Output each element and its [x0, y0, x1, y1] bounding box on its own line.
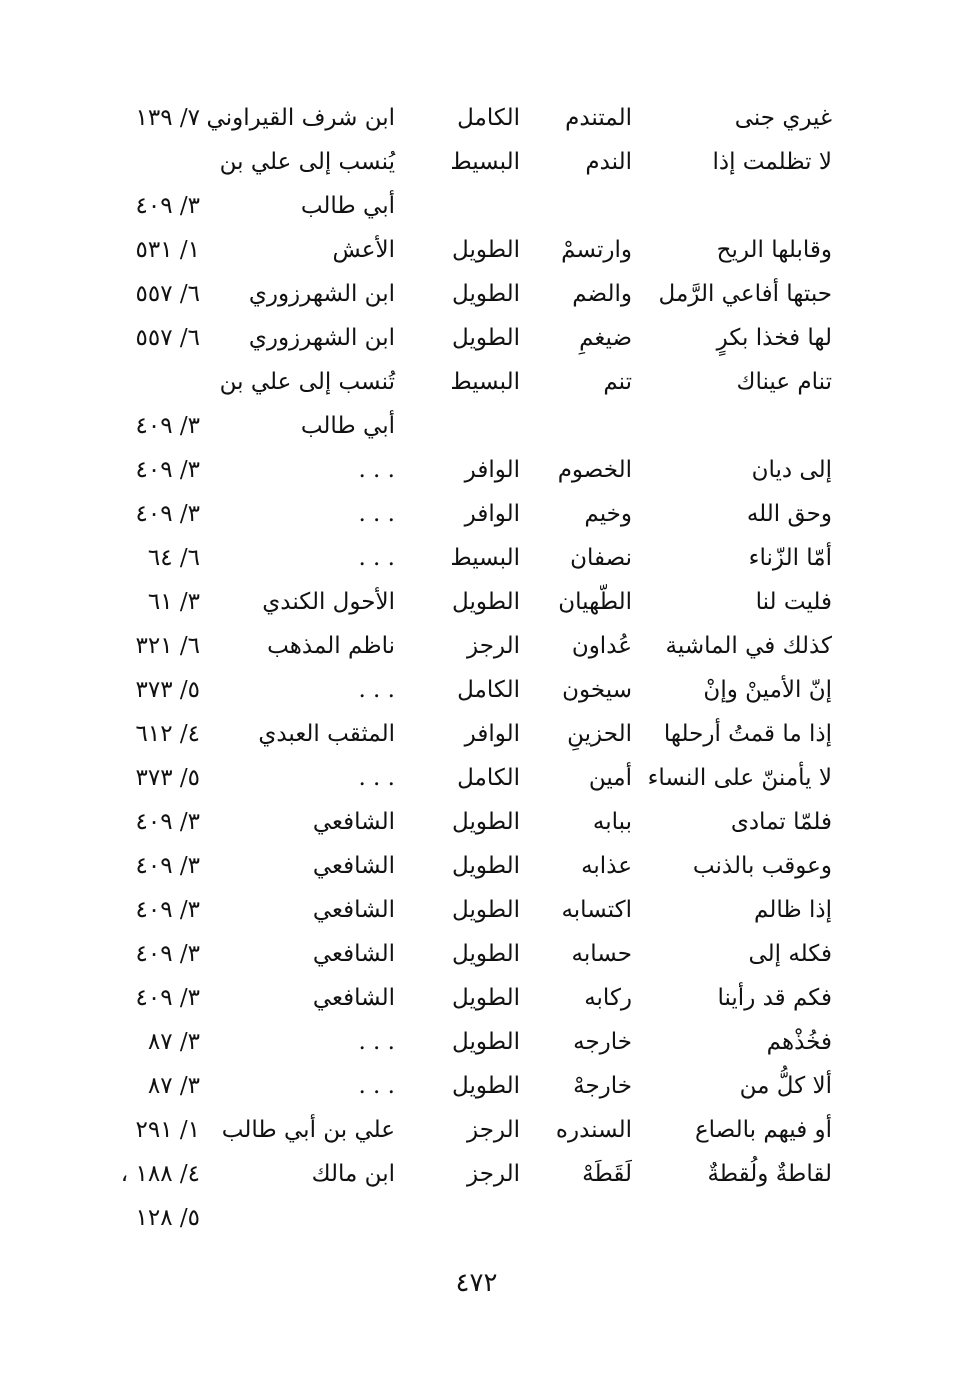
verse-opening: إذا ما قمتُ أرحلها: [663, 721, 832, 747]
table-row: [0, 1108, 953, 1152]
volume-page-reference: ٣/ ٤٠٩: [135, 457, 200, 483]
table-row: [0, 976, 953, 1020]
poet-name: ابن الشهرزوري: [248, 325, 395, 351]
poetic-meter: الكامل: [457, 105, 520, 131]
volume-page-reference: ٣/ ٦١: [147, 589, 200, 615]
poet-name: الشافعي: [312, 853, 395, 879]
volume-page-reference: ٥/ ١٢٨: [135, 1205, 200, 1231]
verse-opening: فليت لنا: [755, 589, 832, 615]
poet-name: . . .: [358, 677, 395, 703]
poet-name: أبي طالب: [300, 413, 395, 439]
rhyme-word: اكتسابه: [561, 897, 632, 923]
rhyme-word: الطّهيان: [558, 589, 632, 615]
rhyme-word: والضم: [572, 281, 632, 307]
poet-name: تُنسب إلى علي بن: [219, 369, 395, 395]
table-row: [0, 756, 953, 800]
poetic-meter: [420, 404, 520, 448]
poetic-meter: الوافر: [464, 721, 520, 747]
page-number: ٤٧٢: [455, 1268, 498, 1298]
verse-opening: لا تظلمت إذا: [712, 149, 832, 175]
verse-opening: فكله إلى: [748, 941, 832, 967]
table-row: [0, 844, 953, 888]
poetic-meter: الطويل: [452, 985, 520, 1011]
volume-page-reference: ٣/ ٤٠٩: [135, 501, 200, 527]
rhyme-word: المتندم: [565, 105, 632, 131]
rhyme-word: السندره: [555, 1117, 632, 1143]
poetic-meter: الرجز: [467, 1161, 520, 1187]
poetic-meter: الطويل: [452, 897, 520, 923]
table-row: [0, 624, 953, 668]
poet-name: . . .: [358, 1029, 395, 1055]
poetic-meter: الطويل: [452, 281, 520, 307]
rhyme-word: خارجه: [573, 1029, 632, 1055]
verse-opening: لها فخذا بكرٍ: [716, 325, 832, 351]
volume-page-reference: ٦/ ٦٤: [147, 545, 200, 571]
poet-name: علي بن أبي طالب: [221, 1117, 395, 1143]
poetic-meter: الكامل: [457, 765, 520, 791]
poetic-meter: [420, 1196, 520, 1240]
verse-opening: ألا كلُّ من: [739, 1073, 832, 1099]
poet-name: المثقب العبدي: [258, 721, 395, 747]
poetic-meter: الطويل: [452, 325, 520, 351]
poet-name: . . .: [358, 1073, 395, 1099]
poet-name: الشافعي: [312, 985, 395, 1011]
poet-name: ناظم المذهب: [267, 633, 395, 659]
volume-page-reference: ٦/ ٣٢١: [135, 633, 200, 659]
poetic-meter: الطويل: [452, 809, 520, 835]
table-row: [0, 800, 953, 844]
poetic-meter: الطويل: [452, 941, 520, 967]
poetic-meter: الوافر: [464, 457, 520, 483]
table-row: [0, 272, 953, 316]
verse-opening: وحق الله: [746, 501, 832, 527]
volume-page-reference: [110, 140, 200, 184]
rhyme-word: ركابه: [584, 985, 632, 1011]
table-row: [0, 316, 953, 360]
table-row: [0, 888, 953, 932]
verse-opening: غيري جنى: [734, 105, 832, 131]
poetic-meter: الطويل: [452, 1029, 520, 1055]
rhyme-word: وخيم: [584, 501, 632, 527]
table-row: [0, 932, 953, 976]
verse-opening: كذلك في الماشية: [665, 633, 832, 659]
poetic-meter: الوافر: [464, 501, 520, 527]
table-row: [0, 712, 953, 756]
table-row: [0, 536, 953, 580]
table-row: [0, 1196, 953, 1240]
table-row: [0, 404, 953, 448]
verse-opening: فكم قد رأينا: [717, 985, 832, 1011]
table-row: [0, 96, 953, 140]
verse-opening: لا يأمننّ على النساء: [647, 765, 832, 791]
volume-page-reference: ٣/ ٤٠٩: [135, 985, 200, 1011]
poet-name: . . .: [358, 765, 395, 791]
table-row: [0, 140, 953, 184]
volume-page-reference: ٥/ ٣٧٣: [135, 765, 200, 791]
poetic-meter: البسيط: [450, 149, 520, 175]
poet-name: الأحول الكندي: [262, 589, 395, 615]
rhyme-word: ببابه: [592, 809, 632, 835]
volume-page-reference: ٥/ ٣٧٣: [135, 677, 200, 703]
volume-page-reference: ١/ ٥٣١: [135, 237, 200, 263]
table-row: [0, 184, 953, 228]
poet-name: ابن شرف القيراوني: [206, 105, 395, 131]
rhyme-word: سيخون: [562, 677, 632, 703]
rhyme-word: الندم: [585, 149, 632, 175]
volume-page-reference: ٣/ ٤٠٩: [135, 853, 200, 879]
verse-opening: حبتها أفاعي الرَّمل: [658, 281, 832, 307]
poetic-meter: الرجز: [467, 1117, 520, 1143]
poet-name: ابن الشهرزوري: [248, 281, 395, 307]
poet-name: . . .: [358, 501, 395, 527]
verse-opening: وقابلها الريح: [716, 237, 832, 263]
volume-page-reference: ٣/ ٤٠٩: [135, 809, 200, 835]
rhyme-word: أمين: [588, 765, 632, 791]
poetic-meter: [420, 184, 520, 228]
volume-page-reference: ٦/ ٥٥٧: [135, 325, 200, 351]
volume-page-reference: ٣/ ٤٠٩: [135, 193, 200, 219]
rhyme-word: حسابه: [571, 941, 632, 967]
rhyme-word: [512, 404, 632, 448]
rhyme-word: تنم: [603, 369, 632, 395]
rhyme-word: نصفان: [570, 545, 632, 571]
rhyme-word: [512, 184, 632, 228]
poetic-meter: الطويل: [452, 853, 520, 879]
table-row: [0, 1064, 953, 1108]
table-row: [0, 448, 953, 492]
table-row: [0, 580, 953, 624]
poetic-meter: الرجز: [467, 633, 520, 659]
poetic-meter: البسيط: [450, 545, 520, 571]
verse-opening: إلى ديان: [751, 457, 832, 483]
poetic-meter: البسيط: [450, 369, 520, 395]
volume-page-reference: ٣/ ٤٠٩: [135, 941, 200, 967]
rhyme-word: عذابه: [581, 853, 632, 879]
volume-page-reference: ٤/ ٦١٢: [135, 721, 200, 747]
poetic-meter: الكامل: [457, 677, 520, 703]
table-row: [0, 1020, 953, 1064]
poet-name: الشافعي: [312, 809, 395, 835]
volume-page-reference: [110, 360, 200, 404]
poet-name: الأعش: [332, 237, 395, 263]
verse-opening: فلمّا تمادى: [730, 809, 832, 835]
poet-name: أبي طالب: [300, 193, 395, 219]
verse-opening: لقاطةٌ ولُقطةٌ: [707, 1161, 832, 1187]
verse-opening: إذا ظالم: [754, 897, 832, 923]
poet-name: ابن مالك: [311, 1161, 395, 1187]
verse-opening: فخُذْهم: [766, 1029, 832, 1055]
rhyme-word: عُداون: [571, 633, 632, 659]
verse-opening: أو فيهم بالصاع: [694, 1117, 832, 1143]
poetic-meter: الطويل: [452, 237, 520, 263]
table-row: [0, 492, 953, 536]
poet-name: . . .: [358, 545, 395, 571]
volume-page-reference: ٦/ ٥٥٧: [135, 281, 200, 307]
volume-page-reference: ١/ ٢٩١: [135, 1117, 200, 1143]
volume-page-reference: ٣/ ٨٧: [147, 1073, 200, 1099]
volume-page-reference: ٧/ ١٣٩: [135, 105, 200, 131]
rhyme-word: لَقَطَهْ: [582, 1161, 632, 1187]
poet-name: الشافعي: [312, 941, 395, 967]
volume-page-reference: ٣/ ٨٧: [147, 1029, 200, 1055]
volume-page-reference: ٣/ ٤٠٩: [135, 897, 200, 923]
verse-opening: إنّ الأمينْ وإنْ: [703, 677, 832, 703]
table-row: [0, 1152, 953, 1196]
verse-opening: تنام عيناك: [736, 369, 832, 395]
poet-name: . . .: [358, 457, 395, 483]
poetic-meter: الطويل: [452, 589, 520, 615]
verse-opening: وعوقب بالذنب: [692, 853, 832, 879]
poet-name: يُنسب إلى علي بن: [219, 149, 395, 175]
poetic-meter: الطويل: [452, 1073, 520, 1099]
table-row: [0, 228, 953, 272]
poet-name: الشافعي: [312, 897, 395, 923]
rhyme-word: خارجهْ: [573, 1073, 632, 1099]
table-row: [0, 360, 953, 404]
rhyme-word: ضيغمِ: [579, 325, 632, 351]
rhyme-word: [512, 1196, 632, 1240]
verse-index-table: [0, 96, 953, 1240]
volume-page-reference: ٤/ ١٨٨ ،: [120, 1161, 200, 1187]
volume-page-reference: ٣/ ٤٠٩: [135, 413, 200, 439]
rhyme-word: الحزينِ: [567, 721, 632, 747]
verse-opening: أمّا الزّناء: [748, 545, 832, 571]
rhyme-word: وارتسمْ: [561, 237, 632, 263]
table-row: [0, 668, 953, 712]
rhyme-word: الخصوم: [557, 457, 632, 483]
